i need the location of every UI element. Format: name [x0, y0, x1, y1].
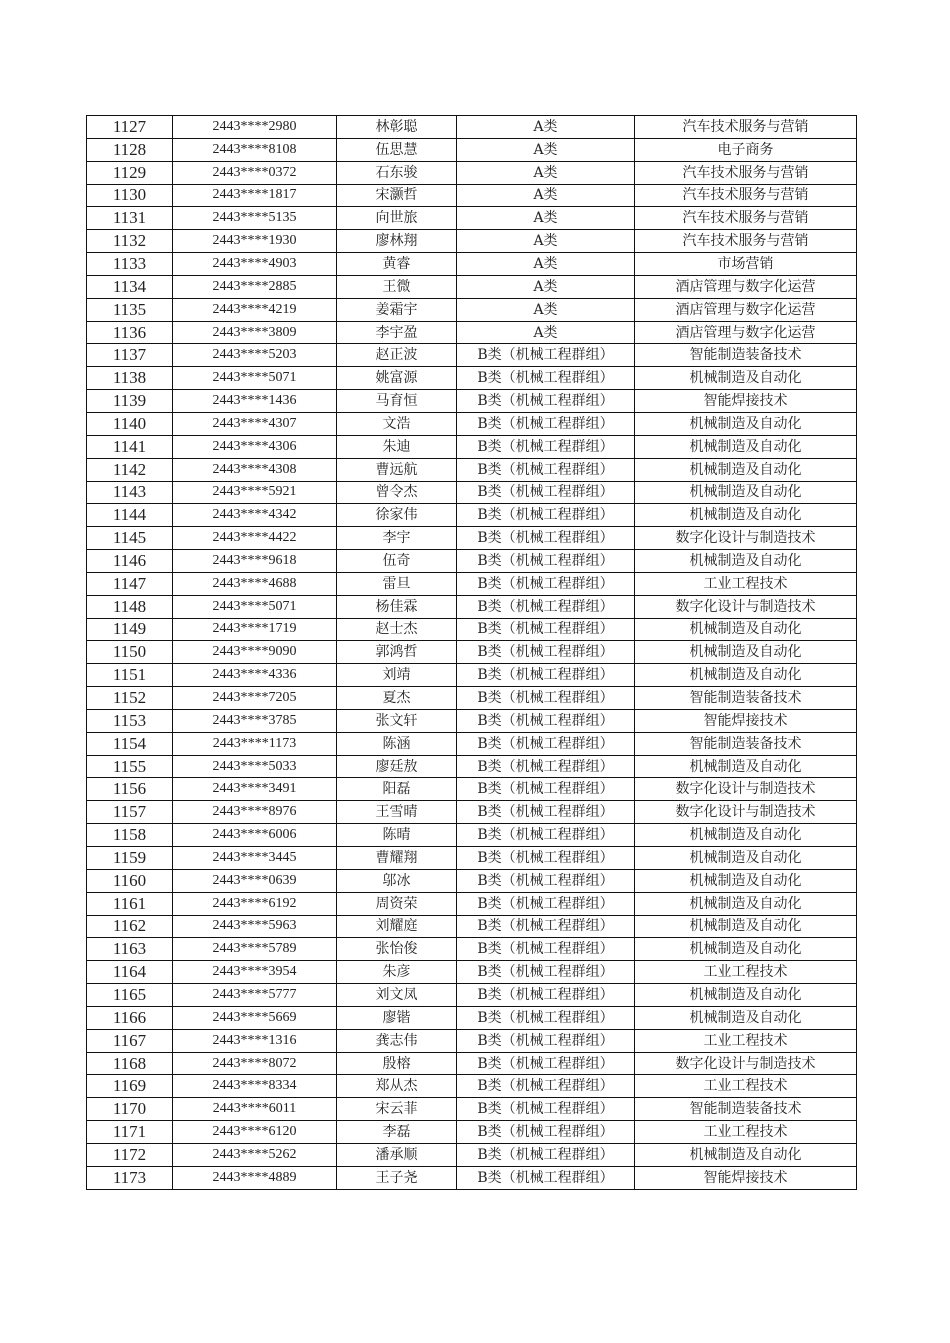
cell-id: 2443****1719: [173, 618, 337, 641]
cell-number: 1162: [87, 915, 173, 938]
cell-number: 1164: [87, 961, 173, 984]
cell-major: 机械制造及自动化: [635, 641, 857, 664]
cell-number: 1141: [87, 435, 173, 458]
cell-name: 李宇: [337, 527, 457, 550]
cell-major: 数字化设计与制造技术: [635, 527, 857, 550]
cell-number: 1167: [87, 1029, 173, 1052]
table-row: [87, 595, 857, 618]
cell-category: B类（机械工程群组）: [457, 1075, 635, 1098]
table-row: [87, 664, 857, 687]
cell-name: 朱迪: [337, 435, 457, 458]
cell-number: 1154: [87, 732, 173, 755]
cell-id: 2443****5921: [173, 481, 337, 504]
cell-category: B类（机械工程群组）: [457, 618, 635, 641]
cell-category: B类（机械工程群组）: [457, 869, 635, 892]
cell-category: B类（机械工程群组）: [457, 687, 635, 710]
cell-category: B类（机械工程群组）: [457, 504, 635, 527]
cell-major: 机械制造及自动化: [635, 984, 857, 1007]
table-row: [87, 1075, 857, 1098]
cell-name: 廖锴: [337, 1006, 457, 1029]
cell-number: 1159: [87, 847, 173, 870]
cell-id: 2443****3445: [173, 847, 337, 870]
cell-category: A类: [457, 161, 635, 184]
cell-id: 2443****9618: [173, 550, 337, 573]
cell-number: 1127: [87, 116, 173, 139]
cell-number: 1148: [87, 595, 173, 618]
table-row: [87, 504, 857, 527]
table-row: [87, 687, 857, 710]
cell-number: 1165: [87, 984, 173, 1007]
cell-category: B类（机械工程群组）: [457, 664, 635, 687]
cell-number: 1136: [87, 321, 173, 344]
cell-number: 1139: [87, 390, 173, 413]
cell-name: 王微: [337, 275, 457, 298]
cell-category: B类（机械工程群组）: [457, 1052, 635, 1075]
cell-number: 1144: [87, 504, 173, 527]
cell-major: 汽车技术服务与营销: [635, 184, 857, 207]
cell-id: 2443****5071: [173, 595, 337, 618]
table-row: [87, 847, 857, 870]
cell-id: 2443****1173: [173, 732, 337, 755]
cell-name: 邬冰: [337, 869, 457, 892]
table-row: [87, 961, 857, 984]
table-row: [87, 618, 857, 641]
cell-major: 电子商务: [635, 138, 857, 161]
cell-number: 1142: [87, 458, 173, 481]
cell-major: 机械制造及自动化: [635, 1006, 857, 1029]
cell-name: 王雪晴: [337, 801, 457, 824]
cell-category: B类（机械工程群组）: [457, 847, 635, 870]
cell-number: 1156: [87, 778, 173, 801]
table-row: [87, 344, 857, 367]
cell-major: 酒店管理与数字化运营: [635, 275, 857, 298]
cell-name: 曹耀翔: [337, 847, 457, 870]
cell-id: 2443****5963: [173, 915, 337, 938]
cell-category: B类（机械工程群组）: [457, 778, 635, 801]
cell-number: 1173: [87, 1166, 173, 1189]
cell-number: 1147: [87, 572, 173, 595]
cell-id: 2443****8072: [173, 1052, 337, 1075]
cell-name: 朱彦: [337, 961, 457, 984]
cell-category: A类: [457, 184, 635, 207]
cell-category: B类（机械工程群组）: [457, 1006, 635, 1029]
cell-number: 1133: [87, 253, 173, 276]
cell-name: 林彰聪: [337, 116, 457, 139]
cell-id: 2443****8976: [173, 801, 337, 824]
cell-id: 2443****4219: [173, 298, 337, 321]
cell-major: 市场营销: [635, 253, 857, 276]
cell-name: 向世旅: [337, 207, 457, 230]
cell-id: 2443****9090: [173, 641, 337, 664]
cell-number: 1157: [87, 801, 173, 824]
cell-id: 2443****2980: [173, 116, 337, 139]
cell-name: 马育恒: [337, 390, 457, 413]
cell-id: 2443****5135: [173, 207, 337, 230]
cell-category: B类（机械工程群组）: [457, 755, 635, 778]
table-row: [87, 915, 857, 938]
cell-major: 工业工程技术: [635, 961, 857, 984]
cell-name: 龚志伟: [337, 1029, 457, 1052]
cell-category: B类（机械工程群组）: [457, 572, 635, 595]
cell-category: B类（机械工程群组）: [457, 595, 635, 618]
cell-name: 曾令杰: [337, 481, 457, 504]
cell-major: 机械制造及自动化: [635, 618, 857, 641]
cell-major: 酒店管理与数字化运营: [635, 298, 857, 321]
cell-number: 1128: [87, 138, 173, 161]
cell-name: 张怡俊: [337, 938, 457, 961]
cell-category: B类（机械工程群组）: [457, 527, 635, 550]
cell-major: 酒店管理与数字化运营: [635, 321, 857, 344]
cell-number: 1152: [87, 687, 173, 710]
cell-id: 2443****3785: [173, 709, 337, 732]
cell-number: 1140: [87, 412, 173, 435]
cell-id: 2443****4308: [173, 458, 337, 481]
cell-category: B类（机械工程群组）: [457, 550, 635, 573]
table-row: [87, 869, 857, 892]
table-row: [87, 892, 857, 915]
table-row: [87, 641, 857, 664]
cell-name: 张文轩: [337, 709, 457, 732]
cell-major: 汽车技术服务与营销: [635, 207, 857, 230]
cell-category: A类: [457, 230, 635, 253]
cell-name: 李磊: [337, 1121, 457, 1144]
cell-id: 2443****5669: [173, 1006, 337, 1029]
cell-major: 智能制造装备技术: [635, 687, 857, 710]
table-row: [87, 458, 857, 481]
cell-id: 2443****4903: [173, 253, 337, 276]
cell-major: 工业工程技术: [635, 572, 857, 595]
table-row: [87, 390, 857, 413]
cell-id: 2443****8108: [173, 138, 337, 161]
table-row: [87, 161, 857, 184]
cell-id: 2443****1316: [173, 1029, 337, 1052]
cell-category: B类（机械工程群组）: [457, 390, 635, 413]
cell-category: B类（机械工程群组）: [457, 1166, 635, 1189]
cell-name: 郑从杰: [337, 1075, 457, 1098]
table-row: [87, 824, 857, 847]
cell-id: 2443****4336: [173, 664, 337, 687]
cell-id: 2443****5033: [173, 755, 337, 778]
table-row: [87, 1143, 857, 1166]
cell-name: 伍思慧: [337, 138, 457, 161]
cell-name: 殷榕: [337, 1052, 457, 1075]
cell-category: B类（机械工程群组）: [457, 1029, 635, 1052]
cell-major: 机械制造及自动化: [635, 504, 857, 527]
table-row: [87, 778, 857, 801]
cell-major: 汽车技术服务与营销: [635, 116, 857, 139]
cell-major: 工业工程技术: [635, 1075, 857, 1098]
cell-category: A类: [457, 253, 635, 276]
cell-id: 2443****2885: [173, 275, 337, 298]
cell-id: 2443****6011: [173, 1098, 337, 1121]
cell-number: 1135: [87, 298, 173, 321]
cell-id: 2443****5789: [173, 938, 337, 961]
cell-major: 机械制造及自动化: [635, 367, 857, 390]
cell-id: 2443****7205: [173, 687, 337, 710]
cell-category: B类（机械工程群组）: [457, 458, 635, 481]
cell-major: 汽车技术服务与营销: [635, 230, 857, 253]
cell-name: 周资荣: [337, 892, 457, 915]
cell-category: B类（机械工程群组）: [457, 435, 635, 458]
table-row: [87, 184, 857, 207]
cell-major: 机械制造及自动化: [635, 915, 857, 938]
cell-name: 郭鸿哲: [337, 641, 457, 664]
cell-name: 伍奇: [337, 550, 457, 573]
cell-id: 2443****1930: [173, 230, 337, 253]
cell-category: B类（机械工程群组）: [457, 367, 635, 390]
cell-name: 杨佳霖: [337, 595, 457, 618]
cell-number: 1172: [87, 1143, 173, 1166]
cell-name: 宋云菲: [337, 1098, 457, 1121]
cell-id: 2443****8334: [173, 1075, 337, 1098]
roster-table: [86, 115, 857, 1190]
cell-name: 宋灏哲: [337, 184, 457, 207]
cell-number: 1130: [87, 184, 173, 207]
cell-number: 1171: [87, 1121, 173, 1144]
cell-major: 机械制造及自动化: [635, 847, 857, 870]
cell-category: B类（机械工程群组）: [457, 1121, 635, 1144]
table-row: [87, 481, 857, 504]
cell-number: 1132: [87, 230, 173, 253]
cell-name: 赵正波: [337, 344, 457, 367]
table-row: [87, 732, 857, 755]
cell-id: 2443****5203: [173, 344, 337, 367]
cell-name: 雷旦: [337, 572, 457, 595]
cell-name: 夏杰: [337, 687, 457, 710]
cell-category: A类: [457, 138, 635, 161]
cell-id: 2443****6192: [173, 892, 337, 915]
cell-major: 机械制造及自动化: [635, 664, 857, 687]
cell-number: 1163: [87, 938, 173, 961]
cell-category: B类（机械工程群组）: [457, 344, 635, 367]
table-row: [87, 550, 857, 573]
cell-major: 机械制造及自动化: [635, 481, 857, 504]
cell-number: 1166: [87, 1006, 173, 1029]
cell-id: 2443****6006: [173, 824, 337, 847]
table-row: [87, 709, 857, 732]
table-row: [87, 572, 857, 595]
cell-major: 智能焊接技术: [635, 390, 857, 413]
cell-number: 1145: [87, 527, 173, 550]
cell-category: B类（机械工程群组）: [457, 412, 635, 435]
cell-id: 2443****3809: [173, 321, 337, 344]
cell-major: 机械制造及自动化: [635, 458, 857, 481]
cell-category: B类（机械工程群组）: [457, 641, 635, 664]
table-row: [87, 367, 857, 390]
cell-name: 徐家伟: [337, 504, 457, 527]
table-row: [87, 1029, 857, 1052]
table-row: [87, 527, 857, 550]
cell-category: B类（机械工程群组）: [457, 824, 635, 847]
cell-name: 文浩: [337, 412, 457, 435]
cell-id: 2443****3491: [173, 778, 337, 801]
cell-id: 2443****5777: [173, 984, 337, 1007]
cell-category: A类: [457, 116, 635, 139]
cell-category: A类: [457, 298, 635, 321]
cell-category: B类（机械工程群组）: [457, 915, 635, 938]
cell-category: B类（机械工程群组）: [457, 984, 635, 1007]
cell-id: 2443****4307: [173, 412, 337, 435]
table-row: [87, 253, 857, 276]
cell-number: 1138: [87, 367, 173, 390]
table-row: [87, 321, 857, 344]
cell-name: 姚富源: [337, 367, 457, 390]
cell-name: 刘文凤: [337, 984, 457, 1007]
cell-category: B类（机械工程群组）: [457, 732, 635, 755]
table-row: [87, 412, 857, 435]
cell-id: 2443****5262: [173, 1143, 337, 1166]
cell-id: 2443****4889: [173, 1166, 337, 1189]
cell-major: 数字化设计与制造技术: [635, 1052, 857, 1075]
cell-category: A类: [457, 321, 635, 344]
cell-number: 1137: [87, 344, 173, 367]
cell-major: 智能焊接技术: [635, 1166, 857, 1189]
cell-category: B类（机械工程群组）: [457, 801, 635, 824]
cell-major: 机械制造及自动化: [635, 869, 857, 892]
cell-number: 1158: [87, 824, 173, 847]
cell-major: 机械制造及自动化: [635, 755, 857, 778]
cell-major: 机械制造及自动化: [635, 938, 857, 961]
cell-number: 1150: [87, 641, 173, 664]
cell-name: 李宇盈: [337, 321, 457, 344]
cell-number: 1170: [87, 1098, 173, 1121]
cell-number: 1146: [87, 550, 173, 573]
cell-major: 机械制造及自动化: [635, 412, 857, 435]
cell-number: 1161: [87, 892, 173, 915]
cell-name: 曹远航: [337, 458, 457, 481]
cell-name: 姜霜宇: [337, 298, 457, 321]
table-row: [87, 1166, 857, 1189]
table-row: [87, 1098, 857, 1121]
cell-id: 2443****4422: [173, 527, 337, 550]
cell-number: 1153: [87, 709, 173, 732]
cell-number: 1151: [87, 664, 173, 687]
cell-id: 2443****1817: [173, 184, 337, 207]
cell-id: 2443****1436: [173, 390, 337, 413]
roster-table-body: [87, 116, 857, 1190]
cell-major: 工业工程技术: [635, 1121, 857, 1144]
cell-number: 1155: [87, 755, 173, 778]
cell-name: 黄睿: [337, 253, 457, 276]
table-row: [87, 435, 857, 458]
cell-name: 潘承顺: [337, 1143, 457, 1166]
cell-major: 机械制造及自动化: [635, 1143, 857, 1166]
cell-category: B类（机械工程群组）: [457, 1143, 635, 1166]
cell-category: B类（机械工程群组）: [457, 961, 635, 984]
cell-id: 2443****4306: [173, 435, 337, 458]
cell-major: 机械制造及自动化: [635, 892, 857, 915]
cell-number: 1169: [87, 1075, 173, 1098]
cell-number: 1131: [87, 207, 173, 230]
cell-major: 智能制造装备技术: [635, 344, 857, 367]
cell-name: 廖林翔: [337, 230, 457, 253]
table-row: [87, 298, 857, 321]
cell-name: 刘耀庭: [337, 915, 457, 938]
cell-category: A类: [457, 207, 635, 230]
table-row: [87, 938, 857, 961]
cell-major: 机械制造及自动化: [635, 435, 857, 458]
cell-category: B类（机械工程群组）: [457, 481, 635, 504]
cell-name: 阳磊: [337, 778, 457, 801]
cell-name: 石东骏: [337, 161, 457, 184]
cell-major: 数字化设计与制造技术: [635, 778, 857, 801]
cell-major: 机械制造及自动化: [635, 550, 857, 573]
cell-category: B类（机械工程群组）: [457, 1098, 635, 1121]
cell-id: 2443****6120: [173, 1121, 337, 1144]
table-row: [87, 755, 857, 778]
cell-name: 陈晴: [337, 824, 457, 847]
table-row: [87, 116, 857, 139]
cell-major: 智能制造装备技术: [635, 1098, 857, 1121]
table-row: [87, 138, 857, 161]
cell-number: 1143: [87, 481, 173, 504]
cell-name: 刘靖: [337, 664, 457, 687]
cell-number: 1160: [87, 869, 173, 892]
cell-number: 1149: [87, 618, 173, 641]
cell-id: 2443****0372: [173, 161, 337, 184]
cell-number: 1168: [87, 1052, 173, 1075]
table-row: [87, 801, 857, 824]
cell-major: 汽车技术服务与营销: [635, 161, 857, 184]
cell-name: 陈涵: [337, 732, 457, 755]
cell-id: 2443****0639: [173, 869, 337, 892]
table-row: [87, 984, 857, 1007]
table-row: [87, 1052, 857, 1075]
cell-number: 1134: [87, 275, 173, 298]
table-row: [87, 207, 857, 230]
table-row: [87, 1121, 857, 1144]
cell-major: 机械制造及自动化: [635, 824, 857, 847]
cell-category: B类（机械工程群组）: [457, 709, 635, 732]
cell-number: 1129: [87, 161, 173, 184]
table-row: [87, 1006, 857, 1029]
cell-category: B类（机械工程群组）: [457, 938, 635, 961]
table-row: [87, 275, 857, 298]
table-row: [87, 230, 857, 253]
cell-major: 数字化设计与制造技术: [635, 595, 857, 618]
cell-name: 廖廷敖: [337, 755, 457, 778]
cell-major: 数字化设计与制造技术: [635, 801, 857, 824]
cell-id: 2443****5071: [173, 367, 337, 390]
cell-id: 2443****4688: [173, 572, 337, 595]
cell-name: 赵士杰: [337, 618, 457, 641]
cell-major: 智能焊接技术: [635, 709, 857, 732]
cell-name: 王子尧: [337, 1166, 457, 1189]
cell-id: 2443****3954: [173, 961, 337, 984]
cell-major: 智能制造装备技术: [635, 732, 857, 755]
cell-id: 2443****4342: [173, 504, 337, 527]
cell-major: 工业工程技术: [635, 1029, 857, 1052]
cell-category: B类（机械工程群组）: [457, 892, 635, 915]
cell-category: A类: [457, 275, 635, 298]
